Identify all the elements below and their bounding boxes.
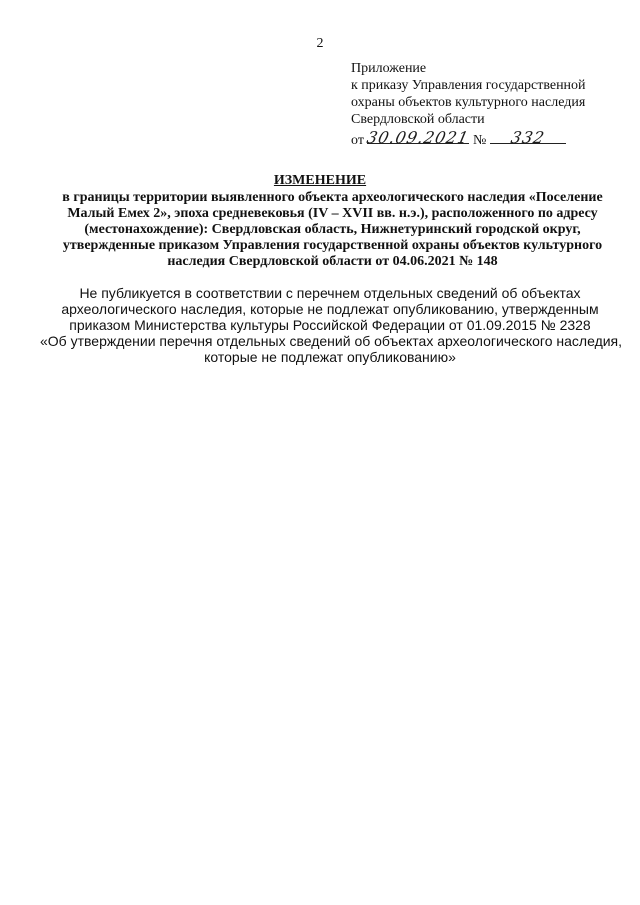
appendix-date-row (351, 128, 621, 149)
notice-line: археологического наследия, которые не подлежат опубликованию, утвержденным (61, 301, 599, 317)
heading-line: в границы территории выявленного объекта археологического наследия «Поселение (62, 190, 603, 205)
appendix-line: к приказу Управления государственной (351, 78, 586, 93)
notice-line: которые не подлежат опубликованию» (204, 349, 456, 365)
heading-line: Малый Емех 2», эпоха средневековья (IV – XVII вв. н.э.), расположенного по адресу (67, 206, 598, 221)
publication-notice (40, 285, 623, 365)
notice-line: Не публикуется в соответствии с перечнем отдельных сведений об объектах (79, 285, 581, 301)
appendix-line: Свердловской области (351, 112, 485, 127)
handwritten-number: 332 (508, 128, 547, 147)
date-prefix: от (351, 133, 364, 148)
date-field (365, 128, 472, 147)
number-field (490, 128, 566, 147)
notice-line: приказом Министерства культуры Российской Федерации от 01.09.2015 № 2328 (69, 317, 591, 333)
notice-line: «Об утверждении перечня отдельных сведений об объектах археологического наследия, (40, 333, 623, 349)
heading-line: (местонахождение): Свердловская область, Нижнетуринский городской округ, (84, 222, 581, 237)
appendix-line: охраны объектов культурного наследия (351, 95, 586, 110)
heading-line: утвержденные приказом Управления государственной охраны объектов культурного (62, 238, 603, 253)
document-title: ИЗМЕНЕНИЕ (273, 173, 367, 188)
appendix-line: Приложение (351, 61, 427, 76)
number-prefix: № (472, 133, 487, 148)
handwritten-date: 30.09.2021 (365, 128, 472, 147)
page-number: 2 (316, 36, 324, 51)
document-heading (60, 190, 605, 270)
heading-line: наследия Свердловской области от 04.06.2021 № 148 (167, 254, 498, 269)
appendix-block (351, 60, 621, 149)
